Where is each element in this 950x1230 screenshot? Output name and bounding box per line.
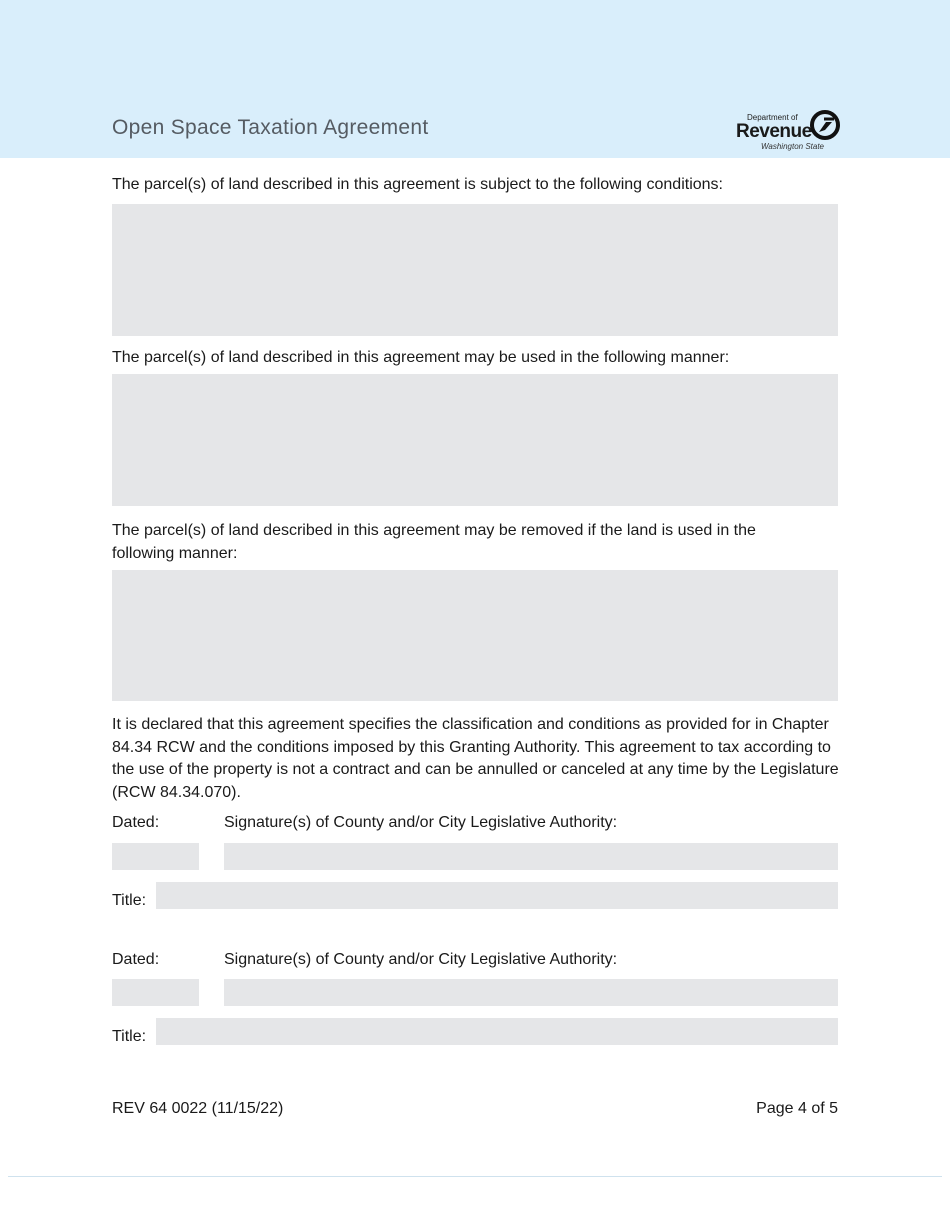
- revenue-logo-icon: [810, 110, 840, 140]
- dated-field[interactable]: [112, 843, 199, 870]
- signature-label: Signature(s) of County and/or City Legislative Authority:: [224, 951, 618, 968]
- dated-field[interactable]: [112, 979, 199, 1006]
- footer-divider: [8, 1176, 942, 1177]
- usage-label: The parcel(s) of land described in this agreement may be used in the following manner:: [112, 349, 730, 366]
- page-header: [0, 0, 950, 158]
- signature-field[interactable]: [224, 979, 838, 1006]
- form-number: REV 64 0022 (11/15/22): [112, 1100, 284, 1117]
- title-label: Title:: [112, 1028, 147, 1045]
- removal-label: The parcel(s) of land described in this agreement may be removed if the land is used in the following manner:: [112, 522, 756, 562]
- removal-field[interactable]: [112, 570, 838, 701]
- title-field[interactable]: [156, 1018, 838, 1045]
- dated-label: Dated:: [112, 814, 160, 831]
- title-field[interactable]: [156, 882, 838, 909]
- logo-department-text: Department of: [747, 113, 798, 122]
- dated-label: Dated:: [112, 951, 160, 968]
- department-logo: [735, 110, 845, 154]
- page-title: Open Space Taxation Agreement: [112, 116, 429, 139]
- usage-field[interactable]: [112, 374, 838, 506]
- conditions-label: The parcel(s) of land described in this agreement is subject to the following conditions:: [112, 176, 723, 193]
- conditions-field[interactable]: [112, 204, 838, 336]
- page-number: Page 4 of 5: [756, 1100, 838, 1117]
- title-label: Title:: [112, 892, 147, 909]
- signature-field[interactable]: [224, 843, 838, 870]
- logo-state-text: Washington State: [761, 142, 825, 151]
- signature-label: Signature(s) of County and/or City Legislative Authority:: [224, 814, 618, 831]
- declaration-text: It is declared that this agreement specifies the classification and conditions as provided for in Chapter 84.34 RCW and the conditions imposed by this Granting Authority. This agreement to tax according to the use of the property is not a contract and can be annulled or canceled at any time by the Legislature (RCW 84.34.070).: [112, 716, 839, 801]
- logo-name-text: Revenue: [736, 121, 812, 142]
